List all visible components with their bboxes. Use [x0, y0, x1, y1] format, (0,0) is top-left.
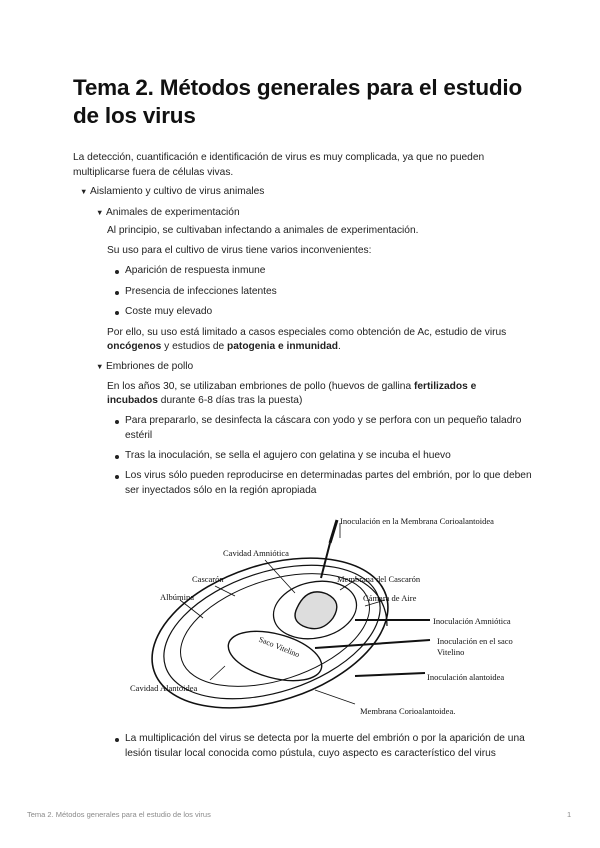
paragraph: incubados durante 6-8 días tras la puesta) [107, 395, 303, 406]
label-membrana-corio: Membrana Corioalantoidea. [360, 706, 456, 716]
list-item: Presencia de infecciones latentes [125, 286, 277, 297]
label-inoc-alantoidea: Inoculación alantoidea [427, 672, 505, 682]
paragraph: Por ello, su uso está limitado a casos especiales como obtención de Ac, estudio de virus [107, 327, 507, 338]
list-item: Los virus sólo pueden reproducirse en determinadas partes del embrión, por lo que deben ser inyectados sólo en la región apropiada [125, 470, 532, 496]
footer-title: Tema 2. Métodos generales para el estudio de los virus [27, 810, 211, 819]
embryo [295, 592, 337, 629]
bullet-icon [115, 291, 119, 295]
list-item: Para prepararlo, se desinfecta la cáscara con yodo y se perfora con un pequeño taladro estéril [125, 415, 522, 441]
page-number: 1 [567, 810, 572, 819]
toggle-animales-label[interactable]: Animales de experimentación [106, 207, 240, 218]
list-item: Aparición de respuesta inmune [125, 265, 266, 276]
bullet-icon [115, 311, 119, 315]
list-item: Coste muy elevado [125, 306, 213, 317]
syringe-alantoidea [355, 673, 425, 676]
label-inoc-saco-2: Vitelino [437, 647, 465, 657]
chicken-egg-diagram [125, 508, 535, 720]
list-item: Tras la inoculación, se sella el agujero con gelatina y se incuba el huevo [125, 450, 451, 461]
list-item: La multiplicación del virus se detecta por la muerte del embrión o por la aparición de una lesión tisular local conocida como pústula, cuyo aspecto es característico del virus [125, 733, 525, 759]
label-amniotica: Cavidad Amniótica [223, 548, 289, 558]
label-inoc-amniotica: Inoculación Amniótica [433, 616, 511, 626]
toggle-arrow-icon[interactable]: ▼ [96, 362, 104, 371]
bullet-icon [115, 455, 119, 459]
bullet-icon [115, 270, 119, 274]
toggle-arrow-icon[interactable]: ▼ [96, 208, 104, 217]
paragraph: Al principio, se cultivaban infectando a animales de experimentación. [107, 225, 419, 236]
page-title: Tema 2. Métodos generales para el estudio de los virus [73, 75, 523, 128]
toggle-aislamiento-label[interactable]: Aislamiento y cultivo de virus animales [90, 186, 265, 197]
label-cavidad-alantoidea: Cavidad Alantoidea [130, 683, 198, 693]
bullet-icon [115, 475, 119, 479]
label-camara-aire: Cámara de Aire [363, 593, 417, 603]
bullet-icon [115, 420, 119, 424]
paragraph: oncógenos y estudios de patogenia e inmunidad. [107, 341, 341, 352]
label-corioalantoidea: Inoculación en la Membrana Corioalantoidea [340, 516, 494, 526]
intro-paragraph: La detección, cuantificación e identificación de virus es muy complicada, ya que no pueden multiplicarse fuera de células vivas. [73, 152, 485, 178]
toggle-arrow-icon[interactable]: ▼ [80, 187, 88, 196]
toggle-embriones-label[interactable]: Embriones de pollo [106, 361, 194, 372]
label-albumina: Albúmina [160, 592, 194, 602]
label-saco-vitelino: Saco Vitelino [257, 634, 301, 660]
paragraph: En los años 30, se utilizaban embriones de pollo (huevos de gallina fertilizados e [107, 381, 477, 392]
syringe-corioalantoidea [321, 543, 330, 578]
label-membrana-cascaron: Membrana del Cascarón [337, 574, 421, 584]
label-cascaron: Cascarón [192, 574, 224, 584]
label-inoc-saco-1: Inoculación en el saco [437, 636, 513, 646]
yolk-sac [223, 622, 327, 689]
bullet-icon [115, 738, 119, 742]
paragraph: Su uso para el cultivo de virus tiene varios inconvenientes: [107, 245, 372, 256]
